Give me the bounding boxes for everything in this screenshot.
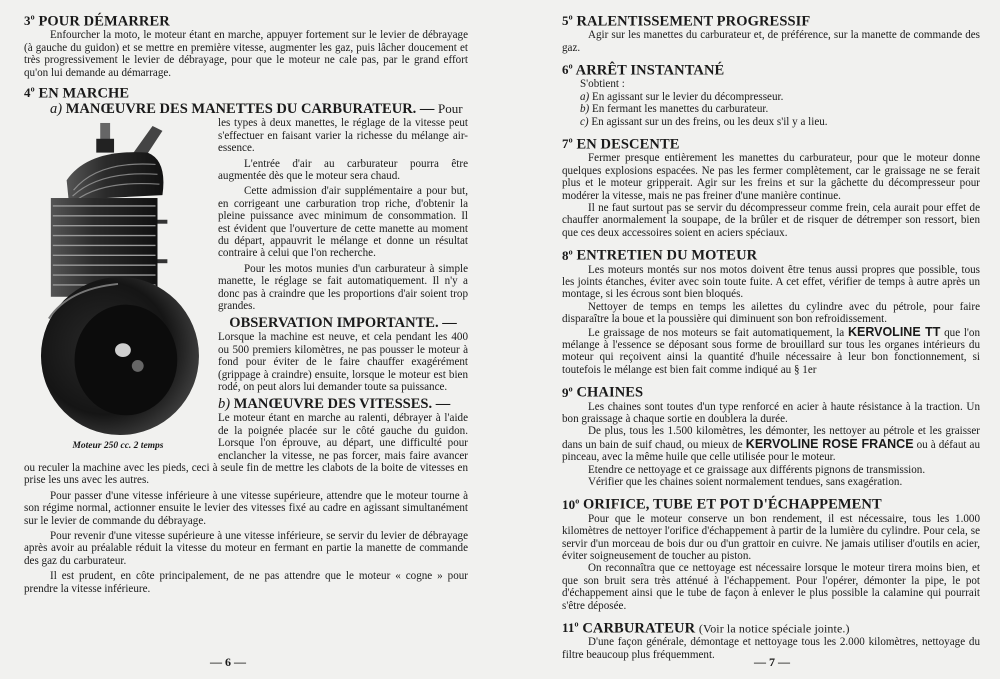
subsection-a-first-word: Pour [438, 101, 463, 117]
section-8-heading: 8$^o$ ENTRETIEN DU MOTEUR [562, 247, 758, 264]
paragraph: Il ne faut surtout pas se servir du décompresseur comme frein, cela aurait pour effet de chauffer anormalement la soupape, de la brûler et de risquer de détremper son ressort, bien que ces deux accessoires soient en aciers spéciaux. [562, 202, 980, 239]
paragraph: D'une façon générale, démontage et nettoyage tous les 2.000 kilomètres, nettoyage du filtre beaucoup plus fréquemment. [562, 636, 980, 661]
section-10-heading: 10$^o$ ORIFICE, TUBE ET POT D'ÉCHAPPEMENT [562, 496, 882, 513]
paragraph: On reconnaîtra que ce nettoyage est nécessaire lorsque le moteur tirera moins bien, et que son bruit sera très atténué à l'échappement. Pour l'opérer, démonter la pipe, le pot d'échappement ainsi que le tube de façon à enlever le plus possible la calamine qui pourrait s'être déposée. [562, 562, 980, 612]
section-7-heading: 7$^o$ EN DESCENTE [562, 136, 680, 153]
paragraph: Pour passer d'une vitesse inférieure à une vitesse supérieure, attendre que le moteur tourne à son régime normal, actionner ensuite le levier des vitesses fixé au cadre en agissant simultanément sur le levier de commande du débrayage. [24, 489, 468, 527]
list-item: c) En agissant sur un des freins, ou les deux s'il y a lieu. [580, 115, 828, 128]
paragraph: Enfourcher la moto, le moteur étant en marche, appuyer fortement sur le levier de débrayage (à gauche du guidon) et se mettre en première vitesse, augmenter les gaz, puis lâcher doucement et très progressivement le levier de débrayage, pour que le moteur ne cale pas, par le grand effort qu'on lui demande au démarrage. [24, 29, 468, 79]
section-6-heading: 6$^o$ ARRÊT INSTANTANÉ [562, 62, 725, 79]
paragraph: Les chaines sont toutes d'un type renforcé en acier à haute résistance à la traction. Un bon graissage à chaque sortie en doublera la durée. [562, 400, 980, 425]
paragraph: Le graissage de nos moteurs se fait automatiquement, la KERVOLINE TT que l'on mélange à l'essence se déposant sous forme de brouillard sur tous les organes intérieurs du moteur qui reçoivent ainsi la quantité d'huile nécessaire à leur bon fonctionnement, si toutefois le mélange est bien fait comme indiqué au § 1er [562, 324, 981, 376]
paragraph: Il est prudent, en côte principalement, de ne pas attendre que le moteur « cogne » pour prendre la vitesse inférieure. [24, 570, 468, 595]
brand-kervoline-tt: KERVOLINE TT [847, 324, 941, 339]
section-9-heading: 9$^o$ CHAINES [562, 384, 644, 401]
paragraph: Cette admission d'air supplémentaire a pour but, en corrigeant une carburation trop riche, d'obtenir la pleine puissance avec minimum de consommation. Il est évident que l'ouverture de cette manette au moment du départ, appauvrit le mélange et donne un résultat contraire à celui que l'on recherche. [218, 185, 468, 260]
paragraph: Pour que le moteur conserve un bon rendement, il est nécessaire, tous les 1.000 kilomètres de nettoyer l'orifice d'échappement à partir de la lumière du cylindre. Pour cela, se servir d'un morceau de bois dur ou d'un grattoir en cuivre. Ne jamais utiliser d'outils en acier, éviter soigneusement de toucher au piston. [562, 512, 980, 562]
section-number: 3$^o$ [24, 13, 35, 29]
section-3-heading [24, 10, 468, 29]
section-6-list [562, 78, 980, 128]
observation-text: Lorsque la machine est neuve, et cela pendant les 400 ou 500 premiers kilomètres, ne pas pousser le moteur à fond pour éviter de le faire chauffer exagérément (grippage à craindre) ensuite, lorsque le moteur est bien rodé, on peut alors lui demander toute sa puissance. [218, 331, 468, 393]
paragraph: Fermer presque entièrement les manettes du carburateur, pour que le moteur donne quelques explosions espacées. Ne pas les fermer complètement, car le graissage ne se ferait plus et le moteur gripperait. Agir sur les freins et sur la gâchette du décompresseur pour modérer la vitesse, mais ne pas freiner d'une manière continue. [562, 152, 980, 202]
engine-photo [28, 121, 208, 437]
section-11-heading: 11$^o$ CARBURATEUR (Voir la notice spéciale jointe.) [562, 620, 850, 637]
paragraph: Etendre ce nettoyage et ce graissage aux différents pignons de transmission. [588, 463, 926, 476]
subsection-a-heading: a) MANŒUVRE DES MANETTES DU CARBURATEUR. — Pour [50, 101, 463, 118]
subsection-b-first-lines: Le moteur étant en marche au ralenti, débrayer à l'aide de la poignée placée sur [218, 412, 468, 437]
paragraph: Pour les motos munies d'un carburateur à simple manette, le réglage se fait automatiquement. Il n'y a donc pas à craindre que les proportions d'air soient trop grandes. [218, 262, 468, 312]
paragraph: Nettoyer de temps en temps les ailettes du cylindre avec du pétrole, pour faire disparaître la boue et la poussière qui diminuent son bon refroidissement. [562, 300, 980, 326]
brand-kervoline-rose-france: KERVOLINE ROSE FRANCE [745, 436, 914, 451]
list-intro: S'obtient : [580, 78, 625, 91]
section-title: EN MARCHE [38, 85, 130, 102]
section-title: POUR DÉMARRER [38, 13, 170, 30]
paragraph: L'entrée d'air au carburateur pourra être augmentée dès que le moteur sera chaud. [218, 157, 468, 182]
page-number: — 7 — [754, 655, 790, 669]
paragraph: Les moteurs montés sur nos motos doivent être tenus aussi propres que possible, tous les joints étanches, éviter avec soin toute fuite. A cet effet, vérifier de temps à autre après un montage, si les écrous sont bien bloqués. [562, 263, 980, 301]
figure-caption: Moteur 250 cc. 2 temps [72, 441, 164, 452]
list-item: b) En fermant les manettes du carburateur. [580, 103, 769, 116]
paragraph: Agir sur les manettes du carburateur et, de préférence, sur la manette de commande des gaz. [562, 29, 980, 54]
page-number: — 6 — [210, 655, 246, 669]
section-4-heading: 4$^o$ EN MARCHE [24, 84, 130, 102]
list-item: a) En agissant sur le levier du décompresseur. [580, 90, 784, 103]
subsection-b-continuation: le côté gauche du guidon. Lorsque l'on éprouve, au départ, une difficulté pour enclancher la vitesse, ne pas forcer, mais faire avancer ou reculer la machine avec les pieds, ceci à seule fin de mettre les clabots de la boite de vitesses en prise les uns avec les autres. [24, 424, 468, 487]
engine-figure [28, 121, 208, 451]
observation-heading: OBSERVATION IMPORTANTE. — [229, 315, 457, 332]
left-column [24, 10, 468, 595]
section-note: (Voir la notice spéciale jointe.) [698, 621, 850, 636]
paragraph: De plus, tous les 1.500 kilomètres, les démonter, les nettoyer au pétrole et les graisser dans un bain de suif chaud, ou mieux de KERVOLINE ROSE FRANCE ou à défaut au pinceau, avec la même huile que celle utilisée pour le moteur. [562, 425, 981, 464]
section-5-heading: 5$^o$ RALENTISSEMENT PROGRESSIF [562, 13, 811, 30]
right-column [562, 10, 980, 661]
paragraph: Pour revenir d'une vitesse supérieure à une vitesse inférieure, se servir du levier de débrayage après avoir au préalable réduit la vitesse du moteur en fermant en partie la manette de commande des gaz du carburateur. [24, 530, 468, 567]
right-page [520, 0, 1000, 679]
paragraph: les types à deux manettes, le réglage de la vitesse peut s'effectuer en faisant varier la richesse du mélange air-essence. [218, 117, 468, 155]
subsection-b-heading: b) MANŒUVRE DES VITESSES. — [218, 396, 451, 413]
paragraph: Vérifier que les chaines soient normalement tendues, sans exagération. [588, 476, 903, 489]
